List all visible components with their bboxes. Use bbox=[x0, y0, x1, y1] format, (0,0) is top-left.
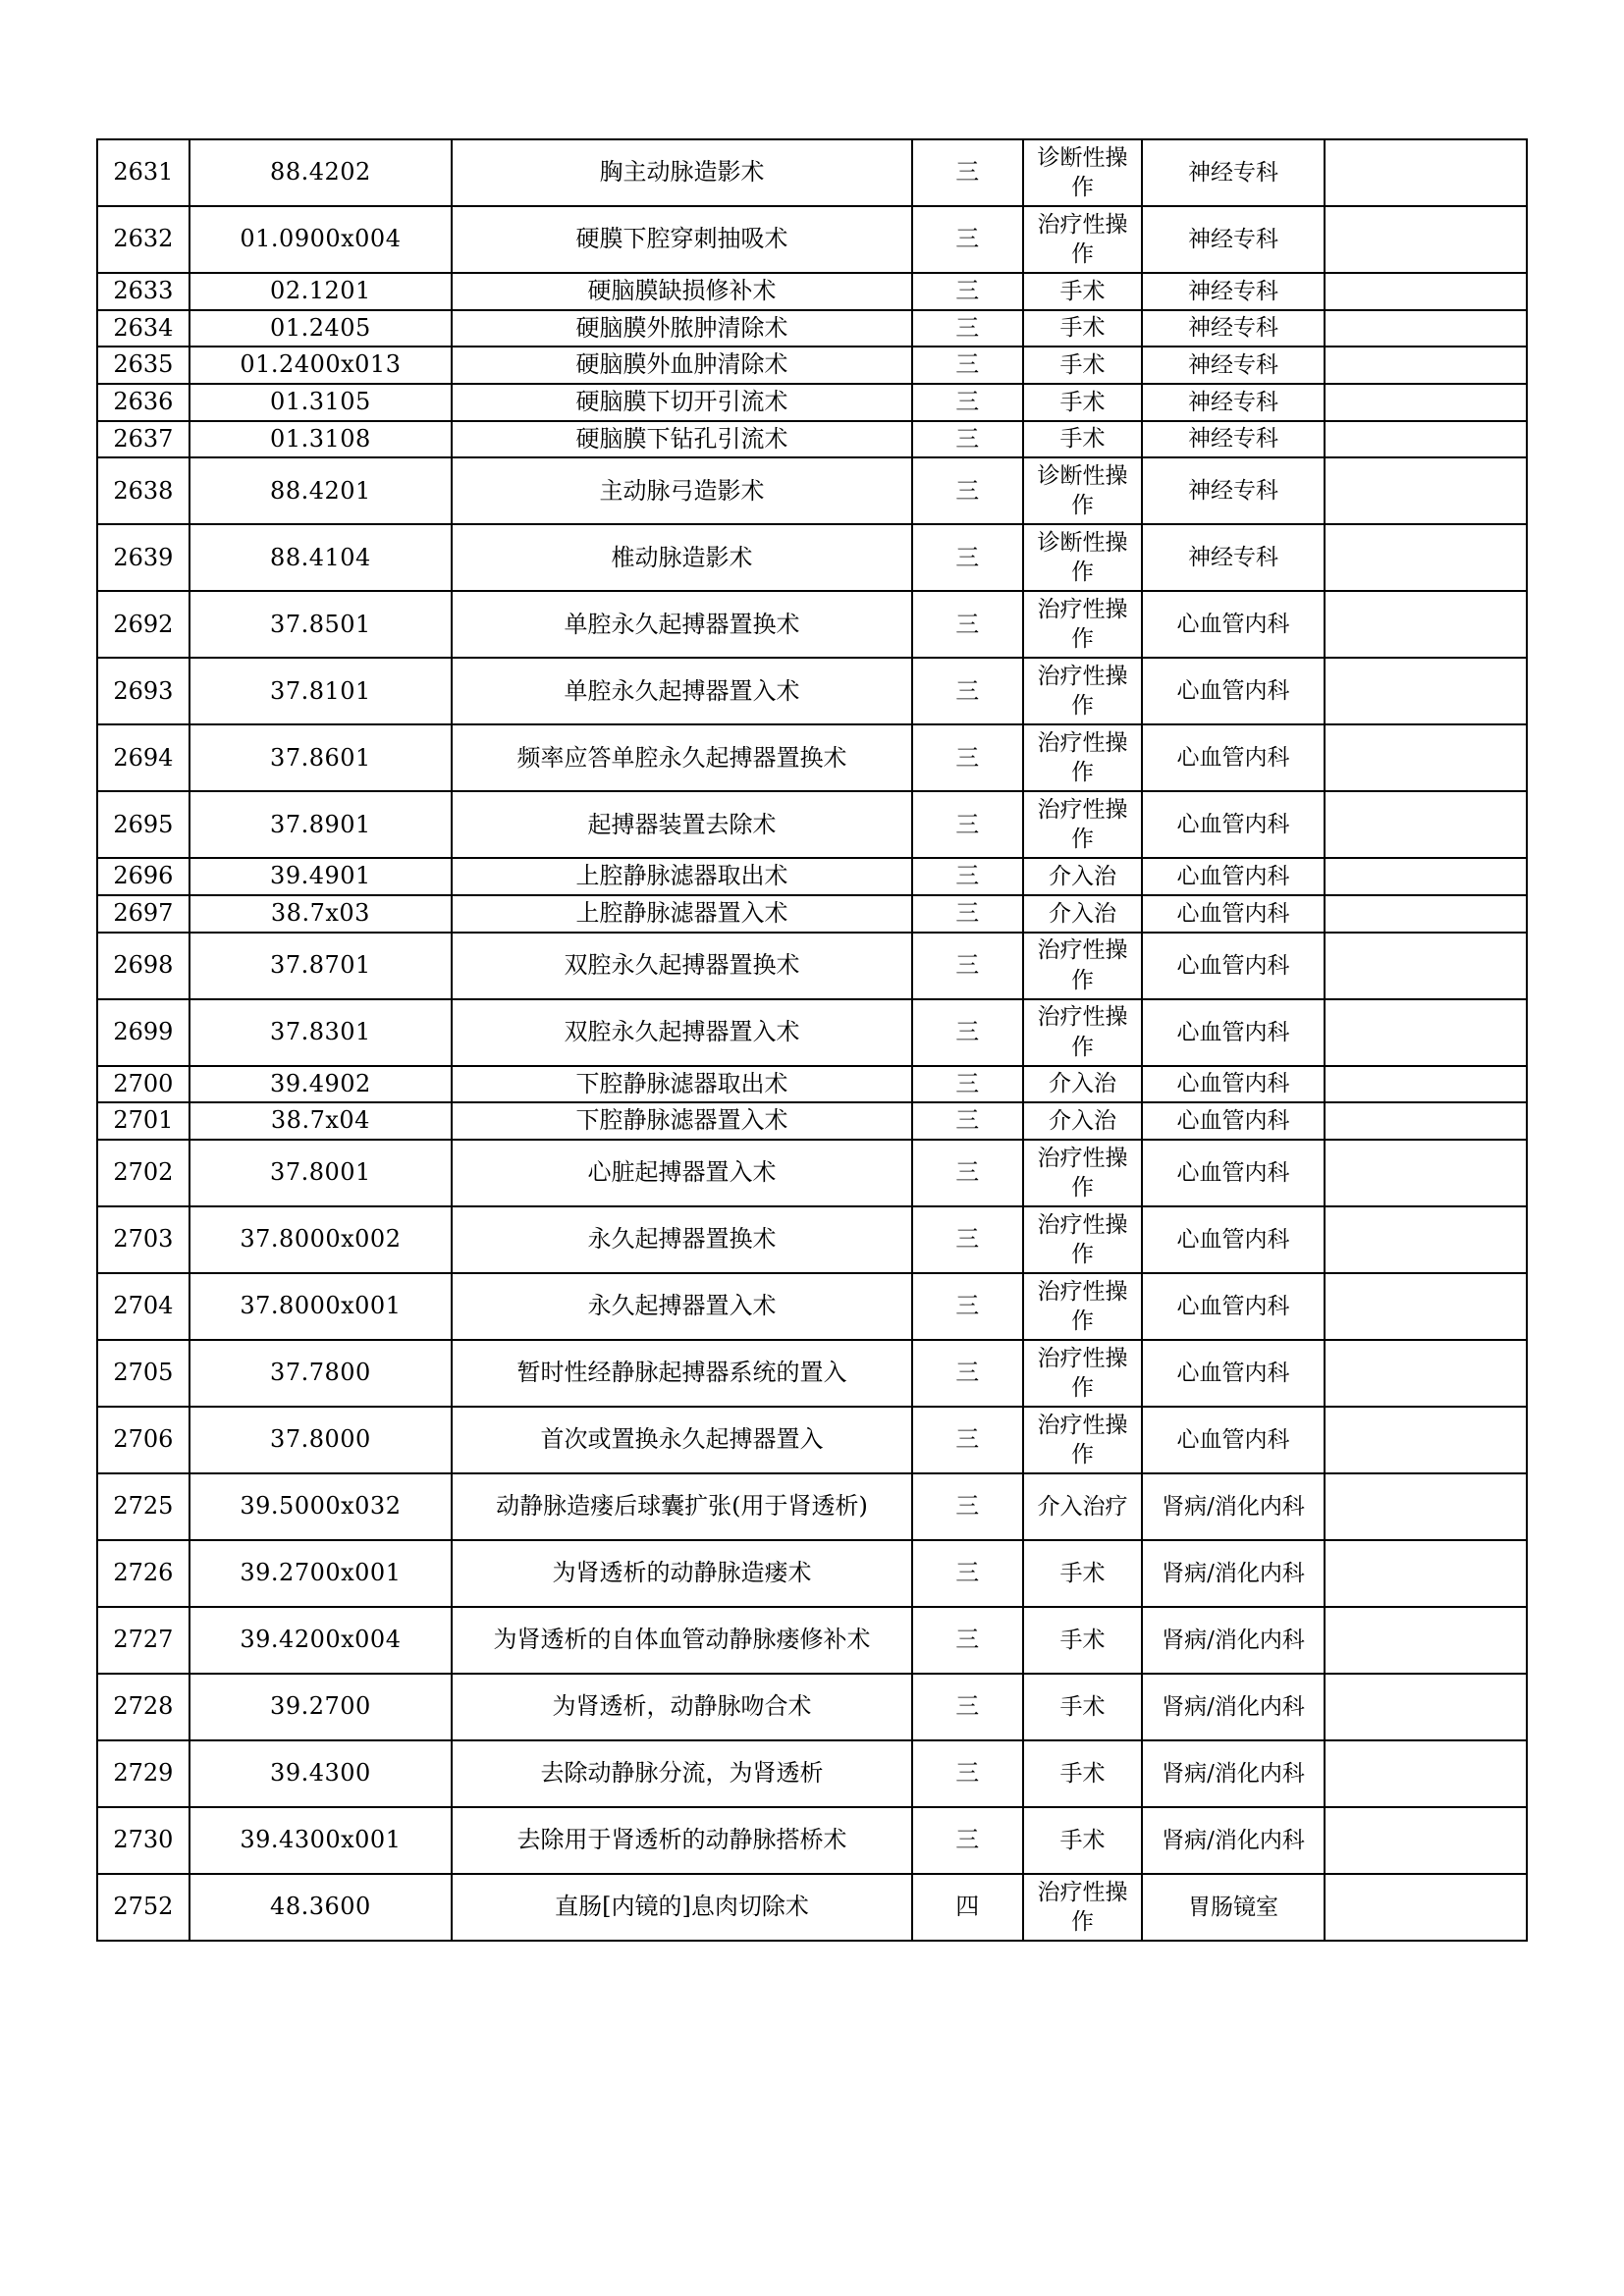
cell-department: 神经专科 bbox=[1142, 524, 1324, 591]
cell-sequence-number: 2703 bbox=[97, 1206, 189, 1273]
cell-procedure-name: 椎动脉造影术 bbox=[452, 524, 912, 591]
cell-sequence-number: 2632 bbox=[97, 206, 189, 273]
cell-level: 三 bbox=[912, 1273, 1023, 1340]
cell-level: 三 bbox=[912, 421, 1023, 458]
cell-level: 三 bbox=[912, 273, 1023, 310]
cell-procedure-name: 硬脑膜外脓肿清除术 bbox=[452, 310, 912, 347]
cell-remark bbox=[1325, 999, 1527, 1066]
cell-department: 神经专科 bbox=[1142, 273, 1324, 310]
cell-remark bbox=[1325, 895, 1527, 933]
cell-sequence-number: 2638 bbox=[97, 457, 189, 524]
cell-department: 心血管内科 bbox=[1142, 1273, 1324, 1340]
cell-remark bbox=[1325, 421, 1527, 458]
cell-category: 治疗性操作 bbox=[1023, 999, 1143, 1066]
cell-category: 手术 bbox=[1023, 347, 1143, 384]
procedure-table bbox=[96, 138, 1528, 1942]
cell-remark bbox=[1325, 1740, 1527, 1807]
cell-procedure-code: 01.3105 bbox=[189, 384, 452, 421]
cell-category: 介入治疗 bbox=[1023, 1473, 1143, 1540]
cell-procedure-name: 上腔静脉滤器置入术 bbox=[452, 895, 912, 933]
cell-level: 三 bbox=[912, 724, 1023, 791]
cell-department: 肾病/消化内科 bbox=[1142, 1607, 1324, 1674]
cell-remark bbox=[1325, 206, 1527, 273]
cell-level: 三 bbox=[912, 347, 1023, 384]
table-row bbox=[97, 1740, 1527, 1807]
cell-department: 心血管内科 bbox=[1142, 1340, 1324, 1407]
cell-procedure-name: 心脏起搏器置入术 bbox=[452, 1140, 912, 1206]
cell-sequence-number: 2634 bbox=[97, 310, 189, 347]
cell-sequence-number: 2725 bbox=[97, 1473, 189, 1540]
cell-level: 三 bbox=[912, 1340, 1023, 1407]
cell-department: 心血管内科 bbox=[1142, 1407, 1324, 1473]
cell-remark bbox=[1325, 139, 1527, 206]
cell-procedure-code: 37.8301 bbox=[189, 999, 452, 1066]
cell-category: 诊断性操作 bbox=[1023, 457, 1143, 524]
cell-procedure-code: 39.4902 bbox=[189, 1066, 452, 1103]
table-row bbox=[97, 1407, 1527, 1473]
cell-procedure-code: 88.4104 bbox=[189, 524, 452, 591]
cell-level: 三 bbox=[912, 895, 1023, 933]
cell-level: 三 bbox=[912, 1407, 1023, 1473]
cell-department: 神经专科 bbox=[1142, 384, 1324, 421]
cell-procedure-name: 下腔静脉滤器置入术 bbox=[452, 1102, 912, 1140]
cell-procedure-name: 为肾透析的自体血管动静脉瘘修补术 bbox=[452, 1607, 912, 1674]
cell-level: 三 bbox=[912, 1066, 1023, 1103]
cell-category: 治疗性操作 bbox=[1023, 658, 1143, 724]
table-row bbox=[97, 1807, 1527, 1874]
cell-sequence-number: 2726 bbox=[97, 1540, 189, 1607]
cell-procedure-code: 39.4200x004 bbox=[189, 1607, 452, 1674]
cell-procedure-name: 硬脑膜下钻孔引流术 bbox=[452, 421, 912, 458]
table-row bbox=[97, 1140, 1527, 1206]
cell-level: 四 bbox=[912, 1874, 1023, 1941]
cell-department: 神经专科 bbox=[1142, 310, 1324, 347]
cell-remark bbox=[1325, 1340, 1527, 1407]
cell-department: 心血管内科 bbox=[1142, 591, 1324, 658]
cell-sequence-number: 2631 bbox=[97, 139, 189, 206]
table-row bbox=[97, 310, 1527, 347]
cell-department: 神经专科 bbox=[1142, 421, 1324, 458]
cell-remark bbox=[1325, 1473, 1527, 1540]
cell-procedure-code: 38.7x04 bbox=[189, 1102, 452, 1140]
cell-remark bbox=[1325, 1540, 1527, 1607]
table-row bbox=[97, 206, 1527, 273]
cell-level: 三 bbox=[912, 999, 1023, 1066]
cell-procedure-code: 88.4202 bbox=[189, 139, 452, 206]
cell-department: 胃肠镜室 bbox=[1142, 1874, 1324, 1941]
cell-remark bbox=[1325, 1807, 1527, 1874]
table-row bbox=[97, 384, 1527, 421]
cell-category: 手术 bbox=[1023, 1740, 1143, 1807]
cell-level: 三 bbox=[912, 1540, 1023, 1607]
cell-level: 三 bbox=[912, 1140, 1023, 1206]
cell-remark bbox=[1325, 1874, 1527, 1941]
cell-remark bbox=[1325, 384, 1527, 421]
cell-level: 三 bbox=[912, 933, 1023, 999]
cell-sequence-number: 2695 bbox=[97, 791, 189, 858]
cell-procedure-code: 37.8000x001 bbox=[189, 1273, 452, 1340]
cell-sequence-number: 2637 bbox=[97, 421, 189, 458]
cell-category: 治疗性操作 bbox=[1023, 1874, 1143, 1941]
cell-category: 手术 bbox=[1023, 1607, 1143, 1674]
table-row bbox=[97, 858, 1527, 895]
cell-procedure-code: 01.2400x013 bbox=[189, 347, 452, 384]
procedure-table-body bbox=[97, 139, 1527, 1941]
cell-procedure-name: 双腔永久起搏器置换术 bbox=[452, 933, 912, 999]
table-row bbox=[97, 457, 1527, 524]
cell-procedure-code: 39.2700x001 bbox=[189, 1540, 452, 1607]
cell-sequence-number: 2694 bbox=[97, 724, 189, 791]
cell-procedure-name: 下腔静脉滤器取出术 bbox=[452, 1066, 912, 1103]
cell-department: 神经专科 bbox=[1142, 347, 1324, 384]
cell-procedure-name: 动静脉造瘘后球囊扩张(用于肾透析) bbox=[452, 1473, 912, 1540]
cell-sequence-number: 2696 bbox=[97, 858, 189, 895]
cell-department: 心血管内科 bbox=[1142, 1066, 1324, 1103]
cell-category: 介入治 bbox=[1023, 895, 1143, 933]
cell-department: 神经专科 bbox=[1142, 206, 1324, 273]
cell-remark bbox=[1325, 1206, 1527, 1273]
cell-level: 三 bbox=[912, 658, 1023, 724]
cell-level: 三 bbox=[912, 1473, 1023, 1540]
cell-procedure-name: 单腔永久起搏器置入术 bbox=[452, 658, 912, 724]
cell-procedure-code: 88.4201 bbox=[189, 457, 452, 524]
table-row bbox=[97, 895, 1527, 933]
table-row bbox=[97, 999, 1527, 1066]
cell-procedure-code: 37.8501 bbox=[189, 591, 452, 658]
cell-category: 介入治 bbox=[1023, 1066, 1143, 1103]
cell-procedure-name: 直肠[内镜的]息肉切除术 bbox=[452, 1874, 912, 1941]
cell-sequence-number: 2730 bbox=[97, 1807, 189, 1874]
cell-department: 肾病/消化内科 bbox=[1142, 1807, 1324, 1874]
cell-sequence-number: 2697 bbox=[97, 895, 189, 933]
cell-department: 心血管内科 bbox=[1142, 724, 1324, 791]
table-row bbox=[97, 591, 1527, 658]
cell-sequence-number: 2702 bbox=[97, 1140, 189, 1206]
cell-level: 三 bbox=[912, 858, 1023, 895]
cell-department: 神经专科 bbox=[1142, 139, 1324, 206]
cell-remark bbox=[1325, 1066, 1527, 1103]
cell-remark bbox=[1325, 858, 1527, 895]
table-row bbox=[97, 1273, 1527, 1340]
cell-procedure-code: 01.3108 bbox=[189, 421, 452, 458]
cell-department: 肾病/消化内科 bbox=[1142, 1740, 1324, 1807]
cell-category: 治疗性操作 bbox=[1023, 791, 1143, 858]
cell-sequence-number: 2698 bbox=[97, 933, 189, 999]
cell-remark bbox=[1325, 524, 1527, 591]
cell-procedure-name: 去除用于肾透析的动静脉搭桥术 bbox=[452, 1807, 912, 1874]
cell-remark bbox=[1325, 933, 1527, 999]
cell-sequence-number: 2752 bbox=[97, 1874, 189, 1941]
table-row bbox=[97, 791, 1527, 858]
table-row bbox=[97, 1540, 1527, 1607]
cell-department: 心血管内科 bbox=[1142, 1140, 1324, 1206]
table-row bbox=[97, 724, 1527, 791]
cell-procedure-code: 48.3600 bbox=[189, 1874, 452, 1941]
cell-category: 手术 bbox=[1023, 310, 1143, 347]
table-row bbox=[97, 1473, 1527, 1540]
cell-level: 三 bbox=[912, 206, 1023, 273]
cell-level: 三 bbox=[912, 1674, 1023, 1740]
cell-category: 治疗性操作 bbox=[1023, 1206, 1143, 1273]
cell-category: 治疗性操作 bbox=[1023, 1340, 1143, 1407]
cell-procedure-code: 02.1201 bbox=[189, 273, 452, 310]
cell-level: 三 bbox=[912, 1102, 1023, 1140]
table-row bbox=[97, 1674, 1527, 1740]
cell-procedure-name: 胸主动脉造影术 bbox=[452, 139, 912, 206]
cell-department: 心血管内科 bbox=[1142, 1102, 1324, 1140]
table-row bbox=[97, 658, 1527, 724]
cell-department: 心血管内科 bbox=[1142, 933, 1324, 999]
cell-sequence-number: 2636 bbox=[97, 384, 189, 421]
cell-procedure-code: 37.8901 bbox=[189, 791, 452, 858]
cell-remark bbox=[1325, 1674, 1527, 1740]
cell-category: 手术 bbox=[1023, 384, 1143, 421]
cell-procedure-code: 38.7x03 bbox=[189, 895, 452, 933]
cell-category: 手术 bbox=[1023, 1674, 1143, 1740]
cell-sequence-number: 2704 bbox=[97, 1273, 189, 1340]
procedure-table-wrapper bbox=[96, 138, 1528, 1942]
cell-procedure-code: 39.5000x032 bbox=[189, 1473, 452, 1540]
cell-procedure-name: 起搏器装置去除术 bbox=[452, 791, 912, 858]
cell-department: 肾病/消化内科 bbox=[1142, 1674, 1324, 1740]
cell-procedure-name: 首次或置换永久起搏器置入 bbox=[452, 1407, 912, 1473]
cell-remark bbox=[1325, 1407, 1527, 1473]
cell-procedure-name: 去除动静脉分流，为肾透析 bbox=[452, 1740, 912, 1807]
cell-procedure-name: 双腔永久起搏器置入术 bbox=[452, 999, 912, 1066]
cell-procedure-code: 39.4300x001 bbox=[189, 1807, 452, 1874]
cell-remark bbox=[1325, 724, 1527, 791]
cell-procedure-code: 01.2405 bbox=[189, 310, 452, 347]
cell-level: 三 bbox=[912, 1740, 1023, 1807]
cell-procedure-name: 主动脉弓造影术 bbox=[452, 457, 912, 524]
cell-category: 手术 bbox=[1023, 273, 1143, 310]
cell-procedure-name: 硬脑膜外血肿清除术 bbox=[452, 347, 912, 384]
cell-sequence-number: 2639 bbox=[97, 524, 189, 591]
table-row bbox=[97, 273, 1527, 310]
cell-procedure-code: 39.4901 bbox=[189, 858, 452, 895]
cell-remark bbox=[1325, 1140, 1527, 1206]
cell-remark bbox=[1325, 591, 1527, 658]
cell-procedure-code: 37.7800 bbox=[189, 1340, 452, 1407]
cell-category: 诊断性操作 bbox=[1023, 524, 1143, 591]
cell-level: 三 bbox=[912, 1807, 1023, 1874]
cell-procedure-code: 01.0900x004 bbox=[189, 206, 452, 273]
cell-procedure-name: 暂时性经静脉起搏器系统的置入 bbox=[452, 1340, 912, 1407]
cell-sequence-number: 2633 bbox=[97, 273, 189, 310]
table-row bbox=[97, 139, 1527, 206]
cell-level: 三 bbox=[912, 1607, 1023, 1674]
cell-sequence-number: 2699 bbox=[97, 999, 189, 1066]
cell-category: 治疗性操作 bbox=[1023, 591, 1143, 658]
cell-procedure-name: 硬脑膜下切开引流术 bbox=[452, 384, 912, 421]
cell-level: 三 bbox=[912, 591, 1023, 658]
cell-procedure-name: 上腔静脉滤器取出术 bbox=[452, 858, 912, 895]
cell-sequence-number: 2701 bbox=[97, 1102, 189, 1140]
cell-sequence-number: 2728 bbox=[97, 1674, 189, 1740]
cell-procedure-name: 永久起搏器置换术 bbox=[452, 1206, 912, 1273]
cell-category: 治疗性操作 bbox=[1023, 1140, 1143, 1206]
cell-category: 手术 bbox=[1023, 1807, 1143, 1874]
cell-category: 治疗性操作 bbox=[1023, 1273, 1143, 1340]
cell-remark bbox=[1325, 658, 1527, 724]
cell-procedure-code: 37.8601 bbox=[189, 724, 452, 791]
cell-sequence-number: 2693 bbox=[97, 658, 189, 724]
cell-level: 三 bbox=[912, 310, 1023, 347]
cell-level: 三 bbox=[912, 791, 1023, 858]
cell-level: 三 bbox=[912, 457, 1023, 524]
table-row bbox=[97, 1206, 1527, 1273]
cell-category: 治疗性操作 bbox=[1023, 1407, 1143, 1473]
cell-category: 手术 bbox=[1023, 421, 1143, 458]
cell-procedure-name: 为肾透析的动静脉造瘘术 bbox=[452, 1540, 912, 1607]
cell-department: 肾病/消化内科 bbox=[1142, 1473, 1324, 1540]
cell-department: 心血管内科 bbox=[1142, 791, 1324, 858]
cell-sequence-number: 2729 bbox=[97, 1740, 189, 1807]
cell-procedure-name: 频率应答单腔永久起搏器置换术 bbox=[452, 724, 912, 791]
cell-remark bbox=[1325, 1273, 1527, 1340]
cell-department: 心血管内科 bbox=[1142, 895, 1324, 933]
table-row bbox=[97, 1066, 1527, 1103]
table-row bbox=[97, 1874, 1527, 1941]
cell-category: 诊断性操作 bbox=[1023, 139, 1143, 206]
cell-remark bbox=[1325, 310, 1527, 347]
cell-procedure-code: 37.8001 bbox=[189, 1140, 452, 1206]
cell-procedure-code: 37.8101 bbox=[189, 658, 452, 724]
cell-sequence-number: 2700 bbox=[97, 1066, 189, 1103]
cell-sequence-number: 2635 bbox=[97, 347, 189, 384]
cell-sequence-number: 2706 bbox=[97, 1407, 189, 1473]
cell-procedure-code: 37.8000x002 bbox=[189, 1206, 452, 1273]
cell-category: 治疗性操作 bbox=[1023, 206, 1143, 273]
cell-procedure-code: 37.8701 bbox=[189, 933, 452, 999]
cell-procedure-code: 37.8000 bbox=[189, 1407, 452, 1473]
table-row bbox=[97, 1607, 1527, 1674]
table-row bbox=[97, 1340, 1527, 1407]
cell-category: 手术 bbox=[1023, 1540, 1143, 1607]
cell-level: 三 bbox=[912, 384, 1023, 421]
table-row bbox=[97, 933, 1527, 999]
cell-procedure-name: 单腔永久起搏器置换术 bbox=[452, 591, 912, 658]
cell-remark bbox=[1325, 1607, 1527, 1674]
cell-procedure-name: 硬脑膜缺损修补术 bbox=[452, 273, 912, 310]
table-row bbox=[97, 524, 1527, 591]
cell-sequence-number: 2692 bbox=[97, 591, 189, 658]
cell-procedure-name: 永久起搏器置入术 bbox=[452, 1273, 912, 1340]
cell-procedure-name: 为肾透析，动静脉吻合术 bbox=[452, 1674, 912, 1740]
cell-remark bbox=[1325, 457, 1527, 524]
table-row bbox=[97, 421, 1527, 458]
cell-sequence-number: 2705 bbox=[97, 1340, 189, 1407]
cell-level: 三 bbox=[912, 524, 1023, 591]
cell-remark bbox=[1325, 791, 1527, 858]
cell-remark bbox=[1325, 1102, 1527, 1140]
table-row bbox=[97, 1102, 1527, 1140]
cell-procedure-code: 39.4300 bbox=[189, 1740, 452, 1807]
cell-department: 神经专科 bbox=[1142, 457, 1324, 524]
table-row bbox=[97, 347, 1527, 384]
cell-department: 肾病/消化内科 bbox=[1142, 1540, 1324, 1607]
cell-procedure-name: 硬膜下腔穿刺抽吸术 bbox=[452, 206, 912, 273]
cell-department: 心血管内科 bbox=[1142, 658, 1324, 724]
cell-category: 介入治 bbox=[1023, 858, 1143, 895]
cell-level: 三 bbox=[912, 139, 1023, 206]
cell-level: 三 bbox=[912, 1206, 1023, 1273]
cell-sequence-number: 2727 bbox=[97, 1607, 189, 1674]
cell-department: 心血管内科 bbox=[1142, 858, 1324, 895]
cell-remark bbox=[1325, 347, 1527, 384]
cell-category: 介入治 bbox=[1023, 1102, 1143, 1140]
cell-department: 心血管内科 bbox=[1142, 999, 1324, 1066]
cell-category: 治疗性操作 bbox=[1023, 724, 1143, 791]
cell-remark bbox=[1325, 273, 1527, 310]
cell-department: 心血管内科 bbox=[1142, 1206, 1324, 1273]
cell-category: 治疗性操作 bbox=[1023, 933, 1143, 999]
cell-procedure-code: 39.2700 bbox=[189, 1674, 452, 1740]
